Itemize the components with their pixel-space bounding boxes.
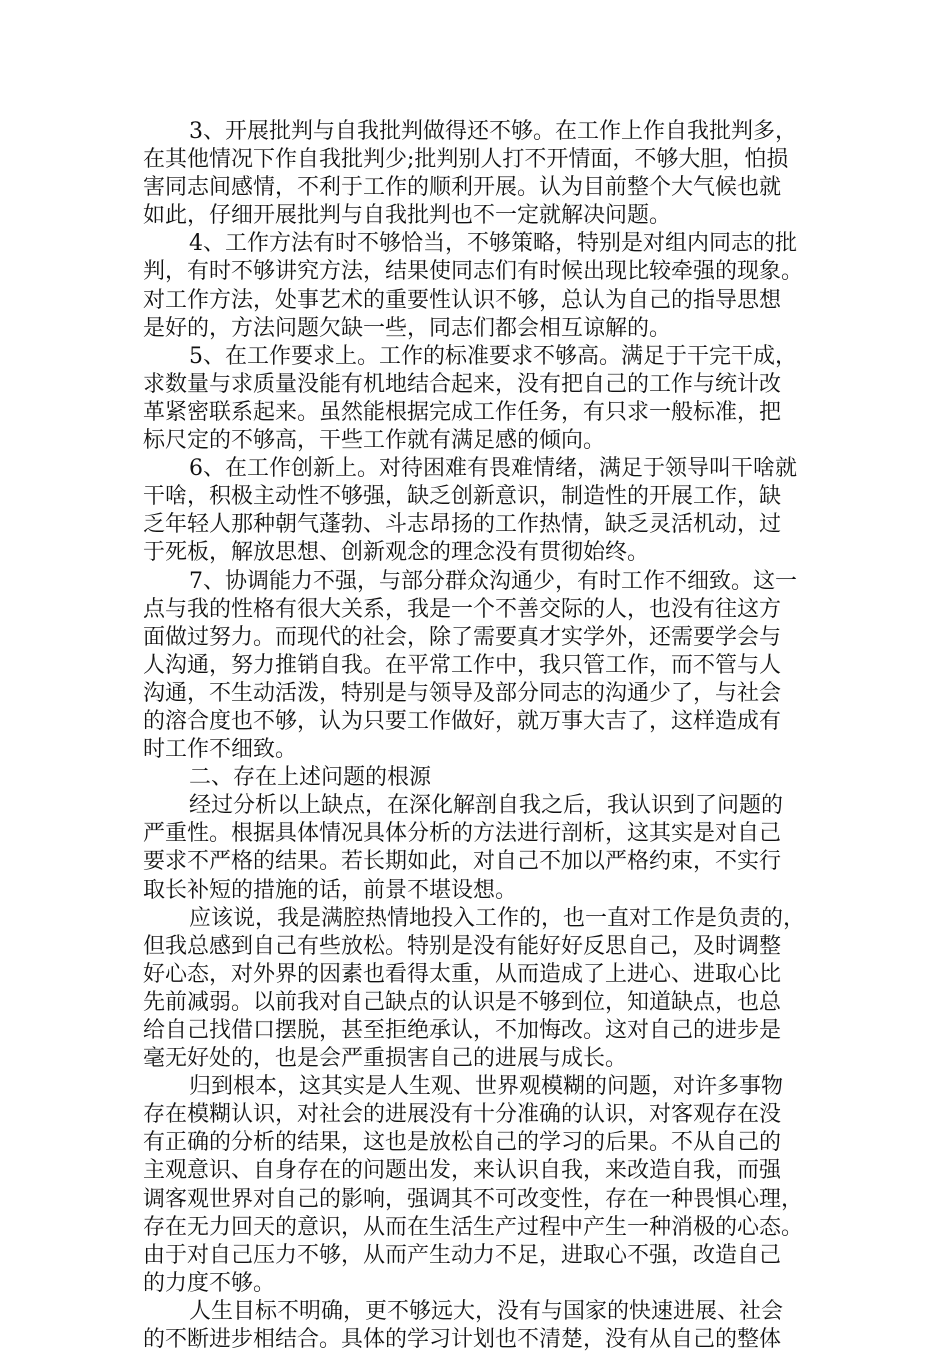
paragraph-line: 有正确的分析的结果，这也是放松自己的学习的后果。不从自己的 <box>143 1130 782 1156</box>
paragraph-line: 的溶合度也不够，认为只要工作做好，就万事大吉了，这样造成有 <box>143 708 782 734</box>
paragraph-first-line: 二、存在上述问题的根源 <box>189 765 432 791</box>
paragraph-line: 面做过努力。而现代的社会，除了需要真才实学外，还需要学会与 <box>143 624 782 650</box>
paragraph-line: 给自己找借口摆脱，甚至拒绝承认，不加悔改。这对自己的进步是 <box>143 1018 782 1043</box>
paragraph-first-line: 应该说，我是满腔热情地投入工作的，也一直对工作是负责的， <box>189 905 806 931</box>
paragraph-line: 存在无力回天的意识，从而在生活生产过程中产生一种消极的心态。 <box>143 1214 804 1240</box>
paragraph-line: 由于对自己压力不够，从而产生动力不足，进取心不强，改造自己 <box>143 1242 782 1268</box>
paragraph-line: 在其他情况下作自我批判少;批判别人打不开情面，不够大胆，怕损 <box>143 147 789 173</box>
paragraph-first-line: 人生目标不明确，更不够远大，没有与国家的快速进展、社会 <box>189 1298 784 1324</box>
paragraph-line: 人沟通，努力推销自我。在平常工作中，我只管工作，而不管与人 <box>143 652 782 678</box>
paragraph-line: 沟通，不生动活泼，特别是与领导及部分同志的沟通少了，与社会 <box>143 680 782 706</box>
paragraph-line: 乏年轻人那种朝气蓬勃、斗志昂扬的工作热情，缺乏灵活机动，过 <box>143 512 782 538</box>
paragraph-first-line: 5、在工作要求上。工作的标准要求不够高。满足于干完干成， <box>189 343 797 369</box>
paragraph-line: 的力度不够。 <box>143 1270 276 1296</box>
paragraph-line: 但我总感到自己有些放松。特别是没有能好好反思自己，及时调整 <box>143 933 782 959</box>
paragraph-line: 是好的，方法问题欠缺一些，同志们都会相互谅解的。 <box>143 315 672 341</box>
paragraph-first-line: 4、工作方法有时不够恰当，不够策略，特别是对组内同志的批 <box>189 231 797 257</box>
paragraph-line: 害同志间感情，不利于工作的顺利开展。认为目前整个大气候也就 <box>143 175 782 201</box>
paragraph-first-line: 经过分析以上缺点，在深化解剖自我之后，我认识到了问题的 <box>189 793 784 819</box>
paragraph-line: 革紧密联系起来。虽然能根据完成工作任务，有只求一般标准，把 <box>143 399 782 425</box>
paragraph-line: 好心态，对外界的因素也看得太重，从而造成了上进心、进取心比 <box>143 961 782 987</box>
paragraph-line: 调客观世界对自己的影响，强调其不可改变性，存在一种畏惧心理， <box>143 1186 804 1212</box>
paragraph-line: 干啥，积极主动性不够强，缺乏创新意识，制造性的开展工作，缺 <box>143 484 782 510</box>
paragraph-line: 标尺定的不够高，干些工作就有满足感的倾向。 <box>143 428 606 454</box>
paragraph-line: 取长补短的措施的话，前景不堪设想。 <box>143 877 518 903</box>
paragraph-line: 求数量与求质量没能有机地结合起来，没有把自己的工作与统计改 <box>143 371 782 397</box>
paragraph-first-line: 7、协调能力不强，与部分群众沟通少，有时工作不细致。这一 <box>189 568 797 594</box>
paragraph-line: 主观意识、自身存在的问题出发，来认识自我，来改造自我，而强 <box>143 1158 782 1184</box>
paragraph-line: 如此，仔细开展批判与自我批判也不一定就解决问题。 <box>143 203 672 229</box>
paragraph-line: 判，有时不够讲究方法，结果使同志们有时候出现比较牵强的现象。 <box>143 259 804 285</box>
paragraph-line: 先前减弱。以前我对自己缺点的认识是不够到位，知道缺点，也总 <box>143 989 782 1015</box>
paragraph-first-line: 归到根本，这其实是人生观、世界观模糊的问题，对许多事物 <box>189 1074 784 1100</box>
paragraph-line: 时工作不细致。 <box>143 737 298 763</box>
paragraph-first-line: 3、开展批判与自我批判做得还不够。在工作上作自我批判多， <box>189 119 797 144</box>
paragraph-line: 毫无好处的，也是会严重损害自己的进展与成长。 <box>143 1046 628 1072</box>
paragraph-line: 的不断进步相结合。具体的学习计划也不清楚，没有从自己的整体 <box>143 1327 782 1353</box>
document-body <box>143 118 818 1354</box>
paragraph-line: 点与我的性格有很大关系，我是一个不善交际的人，也没有往这方 <box>143 596 782 622</box>
paragraph-line: 于死板，解放思想、创新观念的理念没有贯彻始终。 <box>143 540 650 566</box>
paragraph-line: 对工作方法，处事艺术的重要性认识不够，总认为自己的指导思想 <box>143 287 782 313</box>
paragraph-line: 存在模糊认识，对社会的进展没有十分准确的认识，对客观存在没 <box>143 1102 782 1128</box>
paragraph-line: 严重性。根据具体情况具体分析的方法进行剖析，这其实是对自己 <box>143 821 782 847</box>
paragraph-first-line: 6、在工作创新上。对待困难有畏难情绪，满足于领导叫干啥就 <box>189 456 797 482</box>
paragraph-line: 要求不严格的结果。若长期如此，对自己不加以严格约束，不实行 <box>143 849 782 875</box>
